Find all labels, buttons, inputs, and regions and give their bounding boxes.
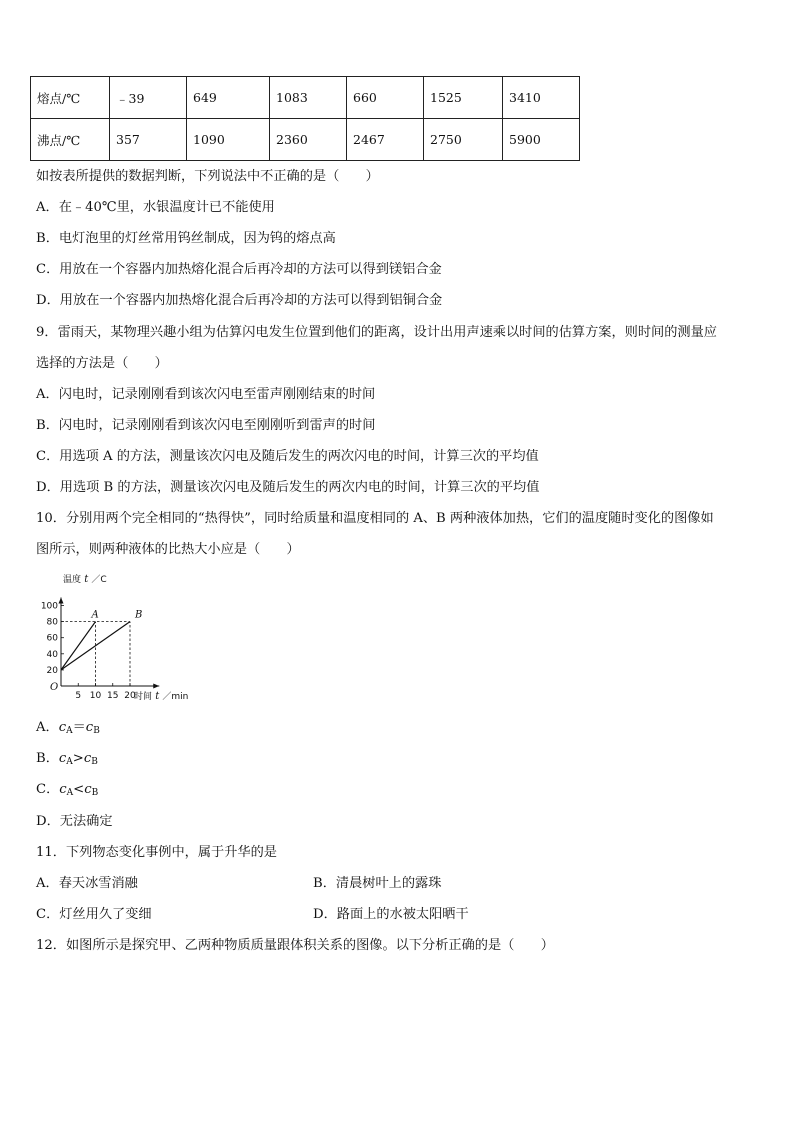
operator: < xyxy=(73,782,85,797)
option-prefix: B． xyxy=(36,751,59,766)
y-axis-label: 温度 t ／C xyxy=(63,574,107,585)
q10-option-a xyxy=(36,719,100,740)
subscript: B xyxy=(91,757,98,767)
var-c: c xyxy=(59,782,67,797)
subscript: A xyxy=(66,788,74,798)
q8-option-d: D．用放在一个容器内加热熔化混合后再冷却的方法可以得到铝铜合金 xyxy=(36,293,443,308)
subscript: A xyxy=(66,757,73,767)
table-cell: 649 xyxy=(187,77,270,119)
table-cell: ﹣39 xyxy=(110,77,187,119)
table-cell: 357 xyxy=(110,119,187,161)
q10-option-b xyxy=(36,750,98,771)
table-cell: 1090 xyxy=(187,119,270,161)
q9-stem-line2: 选择的方法是（ ） xyxy=(36,356,168,371)
q10-option-d: D．无法确定 xyxy=(36,814,113,829)
x-axis-arrow xyxy=(153,684,159,689)
q11-option-d: D．路面上的水被太阳晒干 xyxy=(313,907,469,922)
q8-option-b: B．电灯泡里的灯丝常用钨丝制成，因为钨的熔点高 xyxy=(36,231,336,246)
row-label-melting: 熔点/℃ xyxy=(31,77,110,119)
q11-option-c: C．灯丝用久了变细 xyxy=(36,907,152,922)
table-row xyxy=(31,119,580,161)
q9-option-d: D．用选项 B 的方法，测量该次闪电及随后发生的两次内电的时间，计算三次的平均值 xyxy=(36,480,540,495)
x-tick-label: 20 xyxy=(124,691,136,701)
series-label-A: A xyxy=(91,609,99,621)
operator: ＝ xyxy=(72,720,86,735)
q9-option-c: C．用选项 A 的方法，测量该次闪电及随后发生的两次闪电的时间，计算三次的平均值 xyxy=(36,449,539,464)
table-cell: 2467 xyxy=(347,119,424,161)
row-label-boiling: 沸点/℃ xyxy=(31,119,110,161)
temperature-time-chart xyxy=(34,570,234,710)
var-c: c xyxy=(58,720,67,735)
table-cell: 660 xyxy=(347,77,424,119)
subscript: B xyxy=(91,788,99,798)
option-prefix: A． xyxy=(36,720,59,735)
q8-option-a: A．在﹣40℃里，水银温度计已不能使用 xyxy=(36,200,275,215)
q11-option-b: B．清晨树叶上的露珠 xyxy=(313,876,442,891)
q9-option-b: B．闪电时，记录刚刚看到该次闪电至刚刚听到雷声的时间 xyxy=(36,418,376,433)
subscript: A xyxy=(66,726,73,736)
table-cell: 2750 xyxy=(424,119,503,161)
origin-label: O xyxy=(50,682,59,693)
y-tick-label: 40 xyxy=(46,649,58,660)
var-c: c xyxy=(83,751,92,766)
table-cell: 1525 xyxy=(424,77,503,119)
y-tick-label: 100 xyxy=(40,601,58,612)
q8-option-c: C．用放在一个容器内加热熔化混合后再冷却的方法可以得到镁铝合金 xyxy=(36,262,442,277)
q8-stem: 如按表所提供的数据判断，下列说法中不正确的是（ ） xyxy=(36,169,379,184)
var-c: c xyxy=(58,751,67,766)
y-tick-label: 80 xyxy=(46,617,58,628)
y-tick-label: 60 xyxy=(46,633,58,644)
x-tick-label: 10 xyxy=(89,691,102,701)
var-c: c xyxy=(84,782,92,797)
operator: > xyxy=(72,751,84,766)
q10-option-c xyxy=(36,781,98,802)
x-tick-label: 15 xyxy=(107,691,119,701)
series-line-A xyxy=(61,622,96,670)
table-row xyxy=(31,77,580,119)
q11-stem: 11．下列物态变化事例中，属于升华的是 xyxy=(36,845,277,860)
var-c: c xyxy=(85,720,94,735)
subscript: B xyxy=(93,726,100,736)
table-cell: 3410 xyxy=(503,77,580,119)
q10-stem-line1: 10．分别用两个完全相同的“热得快”，同时给质量和温度相同的 A、B 两种液体加热，它们的温度随时变化的图像如 xyxy=(36,511,714,526)
y-axis-arrow xyxy=(59,597,64,603)
table-cell: 2360 xyxy=(270,119,347,161)
x-tick-label: 5 xyxy=(75,691,82,701)
y-tick-label: 20 xyxy=(46,665,58,676)
melting-boiling-point-table xyxy=(30,76,580,161)
table-cell: 5900 xyxy=(503,119,580,161)
option-prefix: C． xyxy=(36,782,60,797)
q9-option-a: A．闪电时，记录刚刚看到该次闪电至雷声刚刚结束的时间 xyxy=(36,387,376,402)
q10-stem-line2: 图所示，则两种液体的比热大小应是（ ） xyxy=(36,542,300,557)
series-label-B: B xyxy=(135,609,143,621)
q11-option-a: A．春天冰雪消融 xyxy=(36,876,138,891)
q12-stem: 12．如图所示是探究甲、乙两种物质质量跟体积关系的图像。以下分析正确的是（ ） xyxy=(36,938,554,953)
x-axis-label: 时间 t ／min xyxy=(134,691,189,702)
table-cell: 1083 xyxy=(270,77,347,119)
q9-stem-line1: 9．雷雨天，某物理兴趣小组为估算闪电发生位置到他们的距离，设计出用声速乘以时间的估算方案，则时间的测量应 xyxy=(36,325,717,340)
